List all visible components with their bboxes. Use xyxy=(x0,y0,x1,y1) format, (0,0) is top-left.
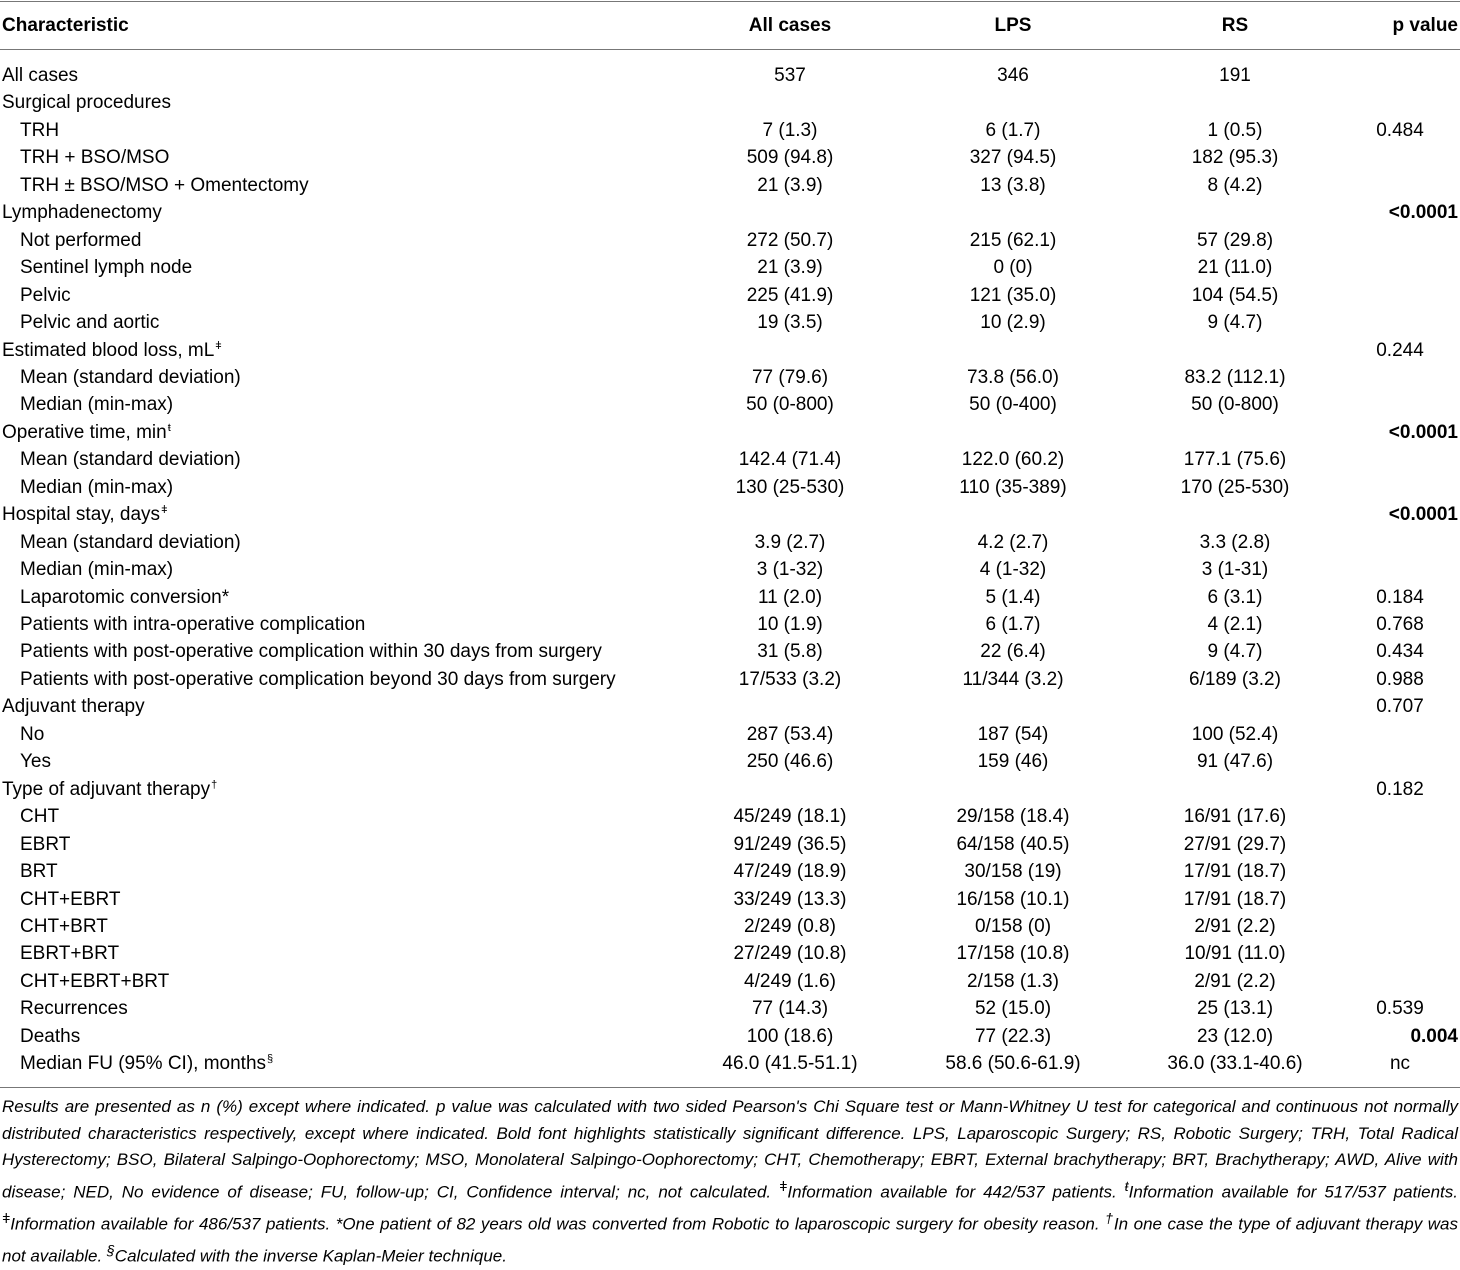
footnote-symbol-3: ǂ xyxy=(2,1210,11,1227)
table-row xyxy=(0,940,1460,967)
cell-all-cases: 47/249 (18.9) xyxy=(733,861,847,883)
row-label-text: Hospital stay, days xyxy=(2,504,161,526)
cell-p-value: 0.484 xyxy=(1376,119,1424,141)
row-label xyxy=(20,117,59,144)
cell-rs: 91 (47.6) xyxy=(1196,751,1274,773)
table-row xyxy=(0,1023,1460,1050)
cell-lps: 17/158 (10.8) xyxy=(956,943,1070,965)
header-p-value: p value xyxy=(1392,15,1458,36)
row-label xyxy=(2,693,145,720)
cell-all-cases: 77 (79.6) xyxy=(751,366,829,388)
cell-lps: 4.2 (2.7) xyxy=(977,531,1049,553)
row-label xyxy=(20,940,119,967)
footnote-marker: † xyxy=(211,778,218,791)
cell-rs: 36.0 (33.1-40.6) xyxy=(1167,1053,1303,1075)
row-label xyxy=(2,89,171,116)
footnote-symbol-2: ŧ xyxy=(1124,1178,1129,1195)
cell-p-value: 0.184 xyxy=(1376,586,1424,608)
row-label xyxy=(20,227,141,254)
row-label xyxy=(20,886,120,913)
cell-p-value: <0.0001 xyxy=(1388,421,1458,443)
cell-lps: 327 (94.5) xyxy=(969,147,1057,169)
footnote-marker: ŧ xyxy=(167,421,171,434)
row-label-text: Not performed xyxy=(20,229,142,251)
table-row xyxy=(0,117,1460,144)
row-label-text: TRH ± BSO/MSO + Omentectomy xyxy=(20,174,309,196)
cell-lps: 2/158 (1.3) xyxy=(967,970,1059,992)
row-label xyxy=(20,254,192,281)
cell-rs: 10/91 (11.0) xyxy=(1184,943,1286,965)
cell-all-cases: 31 (5.8) xyxy=(757,641,823,663)
cell-lps: 4 (1-32) xyxy=(979,559,1047,581)
row-label xyxy=(20,474,173,501)
row-label-text: Deaths xyxy=(20,1025,81,1047)
table-row xyxy=(0,611,1460,638)
cell-lps: 11/344 (3.2) xyxy=(962,668,1064,690)
row-label xyxy=(20,282,71,309)
cell-rs: 182 (95.3) xyxy=(1191,147,1279,169)
cell-rs: 170 (25-530) xyxy=(1180,476,1290,498)
cell-all-cases: 2/249 (0.8) xyxy=(744,915,836,937)
cell-rs: 23 (12.0) xyxy=(1196,1025,1274,1047)
cell-all-cases: 100 (18.6) xyxy=(746,1025,834,1047)
cell-lps: 22 (6.4) xyxy=(980,641,1046,663)
row-label-text: CHT+EBRT xyxy=(20,888,121,910)
table-row xyxy=(0,693,1460,720)
table-row xyxy=(0,391,1460,418)
cell-lps: 29/158 (18.4) xyxy=(956,806,1070,828)
row-label xyxy=(20,584,229,611)
table-row xyxy=(0,831,1460,858)
cell-all-cases: 225 (41.9) xyxy=(746,284,834,306)
table-row xyxy=(0,309,1460,336)
table-row xyxy=(0,556,1460,583)
row-label xyxy=(20,1050,273,1080)
cell-all-cases: 3.9 (2.7) xyxy=(754,531,826,553)
cell-all-cases: 4/249 (1.6) xyxy=(744,970,836,992)
row-label-text: Recurrences xyxy=(20,998,128,1020)
table-row xyxy=(0,337,1460,364)
row-label-text: TRH + BSO/MSO xyxy=(20,147,170,169)
row-label xyxy=(2,199,162,226)
row-label xyxy=(20,446,241,473)
cell-all-cases: 10 (1.9) xyxy=(757,614,823,635)
row-label xyxy=(20,721,44,748)
cell-lps: 64/158 (40.5) xyxy=(956,833,1070,855)
footnote-marker: ǂ xyxy=(215,339,222,352)
cell-all-cases: 21 (3.9) xyxy=(757,174,823,196)
cell-all-cases: 11 (2.0) xyxy=(757,586,823,608)
row-label xyxy=(20,364,241,391)
cell-rs: 50 (0-800) xyxy=(1191,394,1279,416)
footnote-2: Information available for 517/537 patients. xyxy=(1128,1182,1458,1202)
row-label-text: Surgical procedures xyxy=(2,92,171,114)
cell-all-cases: 130 (25-530) xyxy=(735,476,845,498)
cell-p-value: 0.768 xyxy=(1376,614,1424,635)
row-label-text: Mean (standard deviation) xyxy=(20,531,241,553)
cell-all-cases: 91/249 (36.5) xyxy=(733,833,847,855)
cell-rs: 2/91 (2.2) xyxy=(1194,915,1276,937)
table-row xyxy=(0,776,1460,803)
row-label xyxy=(20,144,169,171)
row-label-text: All cases xyxy=(2,65,79,86)
row-label xyxy=(20,858,58,885)
cell-rs: 1 (0.5) xyxy=(1207,119,1263,141)
cell-rs: 177.1 (75.6) xyxy=(1183,449,1287,471)
table-row xyxy=(0,666,1460,693)
table-row xyxy=(0,584,1460,611)
footnote-3: Information available for 486/537 patients. *One patient of 82 years old was converted from Robotic to laparoscopic surgery for obesity reason. xyxy=(10,1214,1100,1234)
footnote-1: Information available for 442/537 patients. xyxy=(787,1182,1117,1202)
cell-lps: 110 (35-389) xyxy=(959,476,1067,498)
row-label-text: Type of adjuvant therapy xyxy=(2,778,211,800)
table-row xyxy=(0,968,1460,995)
row-label-text: Pelvic and aortic xyxy=(20,312,160,334)
row-label xyxy=(2,337,222,367)
table-row xyxy=(0,913,1460,940)
bottom-rule xyxy=(0,1087,1460,1088)
cell-lps: 187 (54) xyxy=(977,723,1049,745)
header-characteristic: Characteristic xyxy=(2,15,129,36)
cell-rs: 21 (11.0) xyxy=(1197,257,1273,279)
row-label-text: Mean (standard deviation) xyxy=(20,366,241,388)
cell-all-cases: 21 (3.9) xyxy=(757,257,823,279)
footnote-main: Results are presented as n (%) except where indicated. p value was calculated with two sided Pearson's Chi Square test or Mann-Whitney U test for categorical and continuous not normally distributed characteristics respectively, except where indicated. Bold font highlights statistically significant difference. LPS, Laparoscopic Surgery; RS, Robotic Surgery; TRH, Total Radical Hysterectomy; BSO, Bilateral Salpingo-Oophorectomy; MSO, Monolateral Salpingo-Oophorectomy; CHT, Chemotherapy; EBRT, External brachytherapy; BRT, Brachytherapy; AWD, Alive with disease; NED, No evidence of disease; FU, follow-up; CI, Confidence interval; nc, not calculated. xyxy=(2,1097,1458,1202)
table-row xyxy=(0,638,1460,665)
row-label-text: Pelvic xyxy=(20,284,71,306)
row-label xyxy=(20,529,241,556)
cell-p-value: <0.0001 xyxy=(1388,202,1458,224)
header-row xyxy=(0,12,1460,39)
header-rs: RS xyxy=(1221,15,1249,36)
row-label-text: Lymphadenectomy xyxy=(2,202,162,224)
cell-rs: 3 (1-31) xyxy=(1201,559,1269,581)
cell-lps: 10 (2.9) xyxy=(980,312,1046,334)
row-label xyxy=(20,831,70,858)
table-row xyxy=(0,858,1460,885)
cell-lps: 346 xyxy=(997,65,1029,86)
table-row xyxy=(0,995,1460,1022)
footnote-symbol-4: † xyxy=(1105,1210,1114,1227)
cell-p-value: 0.182 xyxy=(1376,778,1424,800)
row-label xyxy=(20,391,173,418)
cell-lps: 30/158 (19) xyxy=(964,861,1062,883)
cell-rs: 104 (54.5) xyxy=(1191,284,1279,306)
cell-all-cases: 537 xyxy=(774,65,806,86)
row-label xyxy=(20,748,51,775)
table-row xyxy=(0,89,1460,116)
cell-all-cases: 77 (14.3) xyxy=(751,998,829,1020)
row-label xyxy=(20,1023,80,1050)
row-label-text: EBRT+BRT xyxy=(20,943,120,965)
cell-all-cases: 287 (53.4) xyxy=(746,723,834,745)
table-row xyxy=(0,199,1460,226)
row-label xyxy=(20,968,169,995)
cell-rs: 3.3 (2.8) xyxy=(1199,531,1271,553)
row-label-text: No xyxy=(20,723,45,745)
table-row xyxy=(0,803,1460,830)
table-row xyxy=(0,364,1460,391)
cell-all-cases: 50 (0-800) xyxy=(746,394,834,416)
cell-lps: 0/158 (0) xyxy=(974,915,1052,937)
cell-rs: 17/91 (18.7) xyxy=(1183,888,1287,910)
row-label xyxy=(2,419,171,449)
cell-rs: 100 (52.4) xyxy=(1191,723,1279,745)
table-row xyxy=(0,474,1460,501)
cell-p-value: <0.0001 xyxy=(1388,504,1458,526)
cell-p-value: 0.004 xyxy=(1410,1025,1458,1047)
cell-lps: 52 (15.0) xyxy=(974,998,1052,1020)
cell-rs: 4 (2.1) xyxy=(1207,614,1263,635)
cell-p-value: 0.707 xyxy=(1376,696,1424,718)
cell-lps: 77 (22.3) xyxy=(974,1025,1052,1047)
row-label-text: Median FU (95% CI), months xyxy=(20,1053,267,1075)
footnote-5: Calculated with the inverse Kaplan-Meier technique. xyxy=(114,1246,507,1266)
row-label-text: Sentinel lymph node xyxy=(20,257,193,279)
cell-all-cases: 250 (46.6) xyxy=(746,751,834,773)
row-label-text: Mean (standard deviation) xyxy=(20,449,241,471)
table-row xyxy=(0,1050,1460,1077)
cell-rs: 6/189 (3.2) xyxy=(1189,668,1281,690)
table-row xyxy=(0,62,1460,89)
cell-p-value: 0.988 xyxy=(1376,668,1424,690)
row-label-text: Yes xyxy=(20,751,51,773)
row-label xyxy=(20,666,616,693)
footnote-marker: ǂ xyxy=(161,504,168,517)
row-label xyxy=(20,172,309,199)
cell-all-cases: 27/249 (10.8) xyxy=(733,943,847,965)
row-label-text: Patients with post-operative complication within 30 days from surgery xyxy=(20,641,602,663)
cell-rs: 8 (4.2) xyxy=(1207,174,1263,196)
row-label-text: Operative time, min xyxy=(2,421,167,443)
cell-lps: 6 (1.7) xyxy=(985,119,1041,141)
cell-p-value: 0.244 xyxy=(1376,339,1424,361)
row-label xyxy=(20,913,108,940)
footnote-symbol-1: ǂ xyxy=(779,1178,788,1195)
cell-all-cases: 19 (3.5) xyxy=(757,312,823,334)
cell-all-cases: 7 (1.3) xyxy=(762,119,818,141)
table-row xyxy=(0,886,1460,913)
cell-all-cases: 17/533 (3.2) xyxy=(738,668,842,690)
table-row xyxy=(0,144,1460,171)
table-row xyxy=(0,446,1460,473)
row-label-text: Estimated blood loss, mL xyxy=(2,339,215,361)
footnote-4: In one case the type of adjuvant therapy was not available. xyxy=(2,1214,1458,1266)
cell-all-cases: 33/249 (13.3) xyxy=(733,888,847,910)
cell-lps: 122.0 (60.2) xyxy=(961,449,1065,471)
cell-lps: 5 (1.4) xyxy=(985,586,1041,608)
row-label-text: EBRT xyxy=(20,833,71,855)
row-label-text: Median (min-max) xyxy=(20,476,174,498)
row-label xyxy=(20,556,173,583)
row-label-text: Laparotomic conversion* xyxy=(20,586,230,608)
cell-lps: 121 (35.0) xyxy=(969,284,1057,306)
row-label xyxy=(2,501,168,531)
cell-rs: 191 xyxy=(1219,65,1251,86)
header-all-cases: All cases xyxy=(748,15,832,36)
cell-lps: 6 (1.7) xyxy=(985,614,1041,635)
row-label-text: Patients with post-operative complication beyond 30 days from surgery xyxy=(20,668,616,690)
cell-all-cases: 46.0 (41.5-51.1) xyxy=(722,1053,858,1075)
cell-rs: 57 (29.8) xyxy=(1196,229,1274,251)
cell-lps: 73.8 (56.0) xyxy=(967,366,1059,388)
cell-lps: 58.6 (50.6-61.9) xyxy=(945,1053,1081,1075)
cell-p-value: 0.539 xyxy=(1376,998,1424,1020)
table-row xyxy=(0,419,1460,446)
cell-rs: 27/91 (29.7) xyxy=(1183,833,1287,855)
cell-p-value: 0.434 xyxy=(1376,641,1424,663)
table-row xyxy=(0,172,1460,199)
row-label xyxy=(20,611,365,638)
footnote-marker: § xyxy=(267,1053,274,1066)
table-row xyxy=(0,227,1460,254)
row-label xyxy=(20,995,128,1022)
table-row xyxy=(0,501,1460,528)
cell-lps: 159 (46) xyxy=(977,751,1049,773)
cell-rs: 25 (13.1) xyxy=(1196,998,1274,1020)
row-label-text: Median (min-max) xyxy=(20,559,174,581)
table-row xyxy=(0,529,1460,556)
row-label-text: CHT xyxy=(20,806,60,828)
row-label xyxy=(20,803,59,830)
row-label-text: CHT+EBRT+BRT xyxy=(20,970,170,992)
cell-rs: 83.2 (112.1) xyxy=(1184,366,1286,388)
row-label xyxy=(2,776,217,806)
header-rule xyxy=(0,49,1460,50)
header-lps: LPS xyxy=(994,15,1032,36)
cell-all-cases: 272 (50.7) xyxy=(746,229,834,251)
cell-all-cases: 142.4 (71.4) xyxy=(738,449,842,471)
top-rule xyxy=(0,1,1460,2)
row-label-text: Patients with intra-operative complication xyxy=(20,614,366,635)
cell-rs: 17/91 (18.7) xyxy=(1183,861,1287,883)
cell-rs: 9 (4.7) xyxy=(1207,641,1263,663)
cell-all-cases: 45/249 (18.1) xyxy=(733,806,847,828)
cell-lps: 215 (62.1) xyxy=(969,229,1057,251)
table-footnotes xyxy=(2,1094,1458,1270)
table-row xyxy=(0,748,1460,775)
row-label-text: BRT xyxy=(20,861,58,883)
row-label-text: CHT+BRT xyxy=(20,915,108,937)
cell-all-cases: 3 (1-32) xyxy=(756,559,824,581)
row-label xyxy=(20,309,159,336)
table-row xyxy=(0,254,1460,281)
cell-p-value: nc xyxy=(1389,1053,1411,1075)
row-label xyxy=(2,62,78,89)
cell-lps: 16/158 (10.1) xyxy=(956,888,1070,910)
cell-rs: 16/91 (17.6) xyxy=(1183,806,1287,828)
cell-all-cases: 509 (94.8) xyxy=(746,147,834,169)
table-row xyxy=(0,282,1460,309)
row-label-text: Median (min-max) xyxy=(20,394,174,416)
row-label-text: TRH xyxy=(20,119,60,141)
cell-rs: 9 (4.7) xyxy=(1207,312,1263,334)
footnote-symbol-5: § xyxy=(106,1242,115,1259)
cell-rs: 2/91 (2.2) xyxy=(1194,970,1276,992)
cell-lps: 0 (0) xyxy=(993,257,1033,279)
cell-lps: 50 (0-400) xyxy=(969,394,1057,416)
table-row xyxy=(0,721,1460,748)
row-label-text: Adjuvant therapy xyxy=(2,696,145,718)
row-label xyxy=(20,638,602,665)
cell-rs: 6 (3.1) xyxy=(1207,586,1263,608)
cell-lps: 13 (3.8) xyxy=(980,174,1046,196)
